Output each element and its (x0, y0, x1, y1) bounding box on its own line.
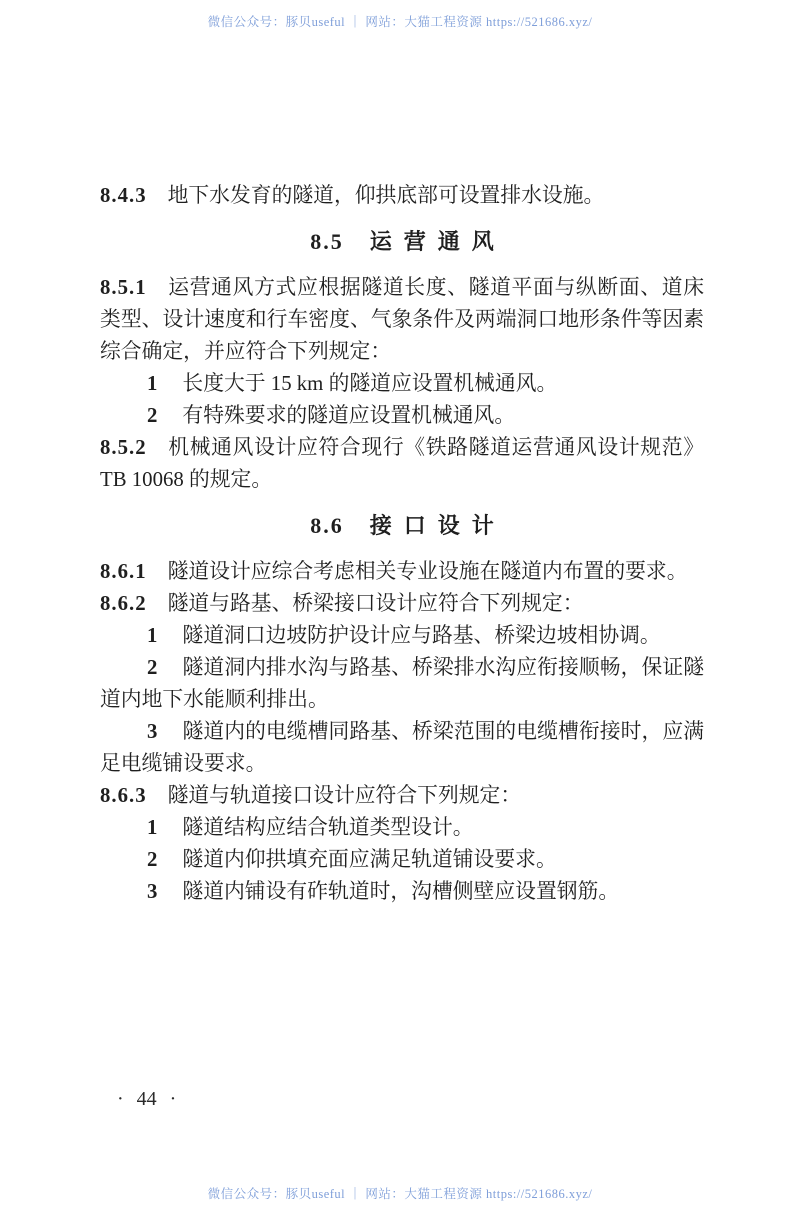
section-heading-8-6 (100, 510, 704, 542)
clause-number: 8.5.2 (100, 436, 147, 459)
clause-number: 8.6.3 (100, 784, 147, 807)
item-text: 隧道结构应结合轨道类型设计。 (182, 816, 474, 839)
list-item-8-5-1-1 (100, 368, 704, 400)
list-item-8-6-3-3 (100, 876, 704, 908)
item-number: 2 (147, 656, 159, 679)
clause-text: 隧道与路基、桥梁接口设计应符合下列规定： (167, 592, 584, 615)
heading-number: 8.6 (310, 513, 344, 538)
item-number: 2 (147, 848, 159, 871)
clause-8-5-2 (100, 432, 704, 496)
item-text: 有特殊要求的隧道应设置机械通风。 (182, 404, 516, 427)
list-item-8-6-3-1 (100, 812, 704, 844)
section-heading-8-5 (100, 226, 704, 258)
heading-title: 运营通风 (369, 229, 506, 254)
item-text: 隧道内的电缆槽同路基、桥梁范围的电缆槽衔接时，应满足电缆铺设要求。 (100, 720, 704, 775)
clause-8-5-1 (100, 272, 704, 368)
clause-8-4-3 (100, 180, 704, 212)
clause-8-6-3 (100, 780, 704, 812)
list-item-8-6-2-2 (100, 652, 704, 716)
list-item-8-6-2-3 (100, 716, 704, 780)
item-number: 1 (147, 624, 159, 647)
item-number: 2 (147, 404, 159, 427)
clause-8-6-1 (100, 556, 704, 588)
clause-text: 隧道设计应综合考虑相关专业设施在隧道内布置的要求。 (167, 560, 688, 583)
clause-number: 8.6.2 (100, 592, 147, 615)
list-item-8-6-3-2 (100, 844, 704, 876)
list-item-8-5-1-2 (100, 400, 704, 432)
item-number: 1 (147, 372, 159, 395)
clause-text: 运营通风方式应根据隧道长度、隧道平面与纵断面、道床类型、设计速度和行车密度、气象条件及两端洞口地形条件等因素综合确定，并应符合下列规定： (100, 276, 704, 363)
item-number: 1 (147, 816, 159, 839)
clause-number: 8.5.1 (100, 276, 147, 299)
item-text: 隧道内铺设有砟轨道时，沟槽侧壁应设置钢筋。 (182, 880, 620, 903)
page-content (100, 180, 704, 908)
clause-number: 8.4.3 (100, 184, 147, 207)
item-text: 隧道内仰拱填充面应满足轨道铺设要求。 (182, 848, 557, 871)
item-number: 3 (147, 720, 159, 743)
list-item-8-6-2-1 (100, 620, 704, 652)
watermark-bottom: 微信公众号：豚贝useful ｜ 网站：大猫工程资源 https://521686.xyz/ (207, 1187, 593, 1201)
watermark-top: 微信公众号：豚贝useful ｜ 网站：大猫工程资源 https://521686.xyz/ (207, 15, 593, 29)
heading-number: 8.5 (310, 229, 344, 254)
item-text: 长度大于 15 km 的隧道应设置机械通风。 (182, 372, 558, 395)
item-number: 3 (147, 880, 159, 903)
clause-text: 隧道与轨道接口设计应符合下列规定： (167, 784, 522, 807)
clause-text: 地下水发育的隧道，仰拱底部可设置排水设施。 (167, 184, 605, 207)
item-text: 隧道洞口边坡防护设计应与路基、桥梁边坡相协调。 (182, 624, 661, 647)
clause-8-6-2 (100, 588, 704, 620)
heading-title: 接口设计 (369, 513, 506, 538)
item-text: 隧道洞内排水沟与路基、桥梁排水沟应衔接顺畅，保证隧道内地下水能顺利排出。 (100, 656, 704, 711)
page-number: · 44 · (117, 1088, 177, 1110)
clause-text: 机械通风设计应符合现行《铁路隧道运营通风设计规范》TB 10068 的规定。 (100, 436, 704, 491)
clause-number: 8.6.1 (100, 560, 147, 583)
